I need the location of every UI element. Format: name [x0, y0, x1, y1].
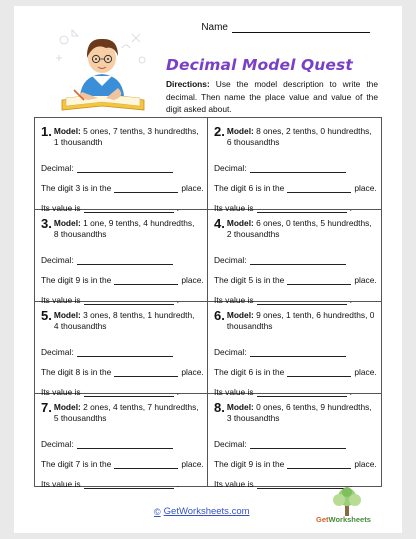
place-row [214, 275, 377, 285]
decimal-row [214, 163, 349, 173]
decimal-label: Decimal: [214, 255, 247, 265]
place-row [41, 459, 204, 469]
decimal-answer-blank[interactable] [77, 165, 173, 173]
decimal-label: Decimal: [41, 347, 74, 357]
value-suffix: . [176, 203, 179, 213]
place-row [41, 275, 204, 285]
model-label: Model: [53, 126, 81, 136]
model-text: 0 ones, 6 tenths, 9 hundredths, 3 thousandths [226, 402, 372, 423]
model-description [227, 402, 375, 424]
place-answer-blank[interactable] [114, 185, 178, 193]
place-suffix: place. [181, 275, 204, 285]
decimal-label: Decimal: [214, 347, 247, 357]
value-prefix: Its value is [214, 295, 254, 305]
decimal-label: Decimal: [214, 163, 247, 173]
model-text: 6 ones, 0 tenths, 5 hundredths, 2 thousandths [226, 218, 372, 239]
question-cell [208, 210, 381, 305]
digit-value: 6 [248, 367, 254, 377]
question-cell [208, 394, 381, 489]
questions-grid [34, 117, 382, 487]
value-suffix: . [176, 387, 179, 397]
digit-prefix: The digit [41, 459, 74, 469]
model-text: 2 ones, 4 tenths, 7 hundredths, 5 thousandths [53, 402, 199, 423]
digit-middle: is in the [255, 183, 285, 193]
place-answer-blank[interactable] [114, 461, 178, 469]
directions [166, 78, 378, 116]
value-prefix: Its value is [214, 387, 254, 397]
question-header [214, 218, 375, 240]
digit-value: 9 [75, 275, 81, 285]
decimal-answer-blank[interactable] [250, 441, 346, 449]
digit-value: 3 [75, 183, 81, 193]
value-prefix: Its value is [214, 479, 254, 489]
question-header [214, 310, 375, 332]
digit-middle: is in the [255, 459, 285, 469]
digit-prefix: The digit [214, 275, 247, 285]
worksheet-page [14, 6, 402, 533]
question-number: 2. [214, 124, 225, 139]
place-row [41, 183, 204, 193]
question-header [41, 402, 201, 424]
model-label: Model: [53, 310, 81, 320]
digit-prefix: The digit [214, 183, 247, 193]
name-field [201, 22, 370, 33]
decimal-answer-blank[interactable] [250, 349, 346, 357]
value-prefix: Its value is [41, 387, 81, 397]
decimal-row [41, 163, 176, 173]
question-header [41, 218, 201, 240]
name-label: Name [201, 22, 228, 33]
place-row [214, 367, 377, 377]
digit-value: 9 [248, 459, 254, 469]
place-suffix: place. [354, 459, 377, 469]
model-text: 5 ones, 7 tenths, 3 hundredths, 1 thousandth [53, 126, 199, 147]
value-answer-blank[interactable] [84, 481, 174, 489]
value-suffix: . [349, 295, 352, 305]
page-title: Decimal Model Quest [166, 56, 353, 74]
model-label: Model: [226, 402, 254, 412]
place-suffix: place. [354, 183, 377, 193]
question-number: 4. [214, 216, 225, 231]
decimal-answer-blank[interactable] [250, 165, 346, 173]
student-illustration [52, 26, 152, 116]
decimal-row [214, 255, 349, 265]
place-row [41, 367, 204, 377]
model-description [54, 218, 201, 240]
digit-prefix: The digit [214, 367, 247, 377]
place-suffix: place. [181, 183, 204, 193]
decimal-row [41, 255, 176, 265]
decimal-label: Decimal: [41, 255, 74, 265]
question-cell [208, 302, 381, 397]
question-number: 7. [41, 400, 52, 415]
question-header [214, 402, 375, 424]
decimal-answer-blank[interactable] [77, 257, 173, 265]
place-suffix: place. [354, 275, 377, 285]
question-number: 6. [214, 308, 225, 323]
model-label: Model: [226, 126, 254, 136]
question-number: 8. [214, 400, 225, 415]
question-number: 3. [41, 216, 52, 231]
model-label: Model: [226, 218, 254, 228]
model-text: 1 one, 9 tenths, 4 hundredths, 8 thousandths [53, 218, 195, 239]
decimal-row [41, 347, 176, 357]
decimal-answer-blank[interactable] [77, 441, 173, 449]
place-suffix: place. [181, 367, 204, 377]
place-answer-blank[interactable] [287, 369, 351, 377]
place-answer-blank[interactable] [114, 277, 178, 285]
digit-middle: is in the [82, 367, 112, 377]
model-text: 8 ones, 2 tenths, 0 hundredths, 6 thousandths [226, 126, 372, 147]
model-description [54, 126, 201, 148]
question-cell [35, 394, 208, 489]
digit-middle: is in the [255, 367, 285, 377]
model-description [227, 218, 375, 240]
place-suffix: place. [354, 367, 377, 377]
place-row [214, 183, 377, 193]
digit-middle: is in the [82, 459, 112, 469]
decimal-answer-blank[interactable] [77, 349, 173, 357]
digit-value: 8 [75, 367, 81, 377]
model-description [227, 310, 375, 332]
value-row [41, 479, 179, 489]
model-text: 3 ones, 8 tenths, 1 hundredth, 4 thousandths [53, 310, 195, 331]
digit-prefix: The digit [41, 367, 74, 377]
decimal-label: Decimal: [41, 163, 74, 173]
model-label: Model: [226, 310, 254, 320]
value-prefix: Its value is [41, 295, 81, 305]
question-header [41, 126, 201, 148]
model-text: 9 ones, 1 tenth, 6 hundredths, 0 thousandths [226, 310, 375, 331]
digit-middle: is in the [255, 275, 285, 285]
tree-icon [328, 486, 366, 516]
digit-prefix: The digit [41, 275, 74, 285]
decimal-label: Decimal: [41, 439, 74, 449]
digit-prefix: The digit [41, 183, 74, 193]
place-answer-blank[interactable] [287, 461, 351, 469]
getworksheets-logo [314, 486, 384, 530]
footer-link-text[interactable]: GetWorksheets.com [163, 506, 250, 517]
footer-link[interactable] [154, 506, 250, 517]
place-suffix: place. [181, 459, 204, 469]
model-description [54, 310, 201, 332]
digit-prefix: The digit [214, 459, 247, 469]
question-header [214, 126, 375, 148]
decimal-row [41, 439, 176, 449]
decimal-label: Decimal: [214, 439, 247, 449]
value-prefix: Its value is [214, 203, 254, 213]
name-blank[interactable] [232, 24, 370, 33]
question-header [41, 310, 201, 332]
decimal-row [214, 347, 349, 357]
decimal-answer-blank[interactable] [250, 257, 346, 265]
question-cell [35, 210, 208, 305]
question-cell [35, 118, 208, 213]
directions-text: Use the model description to write the decimal. Then name the place value and value of the digit asked about. [166, 79, 378, 115]
value-suffix: . [349, 479, 352, 489]
copyright-icon: © [154, 506, 161, 517]
directions-label: Directions: [166, 79, 210, 89]
model-label: Model: [53, 218, 81, 228]
place-row [214, 459, 377, 469]
question-cell [208, 118, 381, 213]
digit-middle: is in the [82, 275, 112, 285]
logo-text: GetWorksheets [316, 515, 371, 524]
place-answer-blank[interactable] [114, 369, 178, 377]
question-cell [35, 302, 208, 397]
digit-middle: is in the [82, 183, 112, 193]
value-suffix: . [176, 479, 179, 489]
place-answer-blank[interactable] [287, 277, 351, 285]
digit-value: 6 [248, 183, 254, 193]
value-suffix: . [349, 203, 352, 213]
place-answer-blank[interactable] [287, 185, 351, 193]
digit-value: 7 [75, 459, 81, 469]
model-label: Model: [53, 402, 81, 412]
value-prefix: Its value is [41, 479, 81, 489]
value-suffix: . [349, 387, 352, 397]
decimal-row [214, 439, 349, 449]
question-number: 1. [41, 124, 52, 139]
model-description [227, 126, 375, 148]
model-description [54, 402, 201, 424]
question-number: 5. [41, 308, 52, 323]
value-prefix: Its value is [41, 203, 81, 213]
value-suffix: . [176, 295, 179, 305]
digit-value: 5 [248, 275, 254, 285]
